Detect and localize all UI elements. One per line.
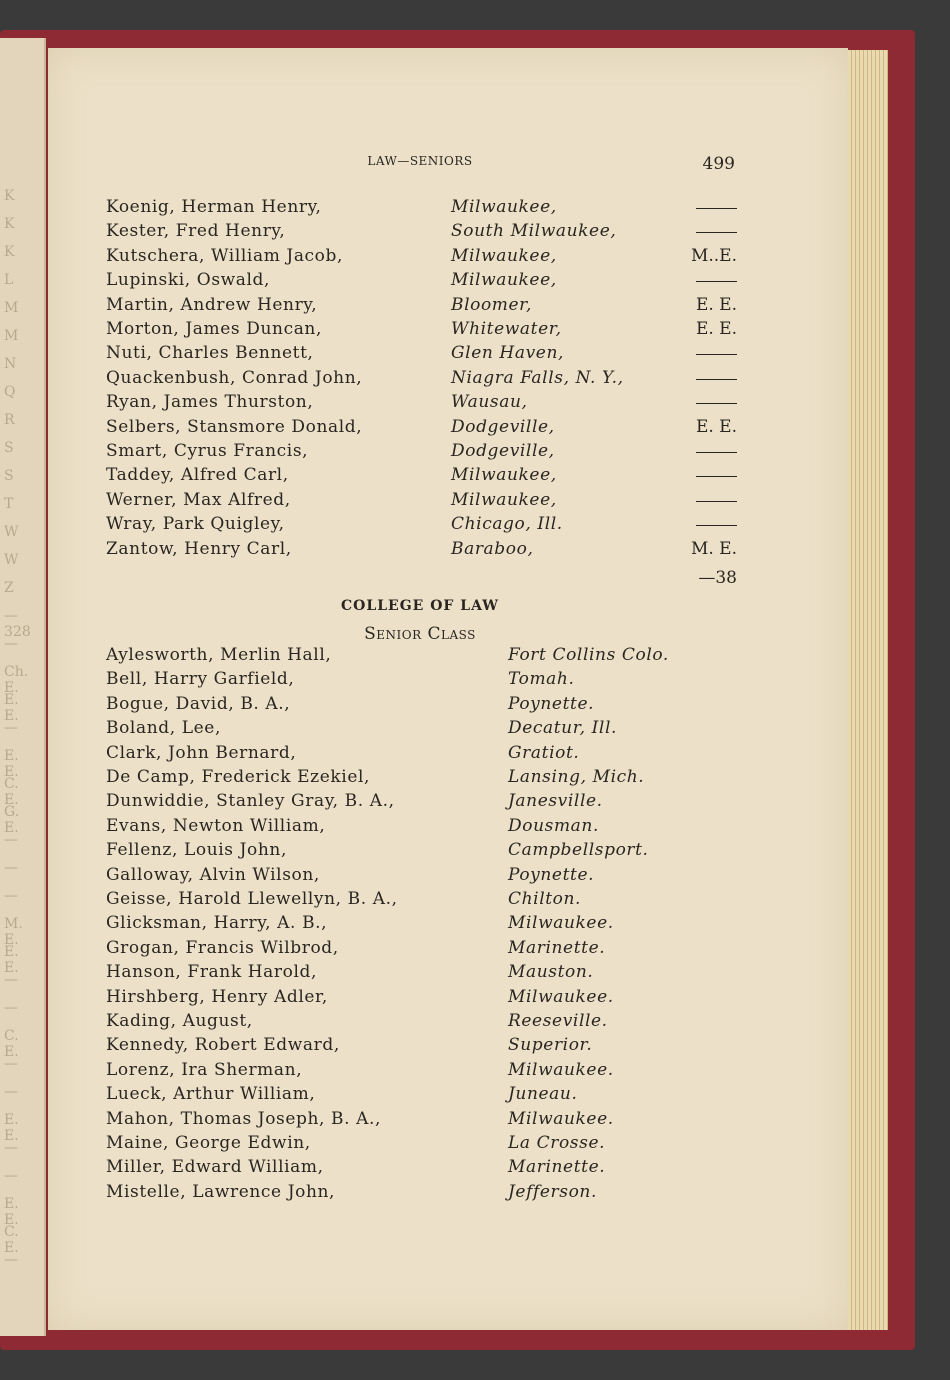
facing-page-fragment: —	[4, 720, 18, 736]
student-name: Quackenbush, Conrad John,	[106, 367, 363, 388]
list-item	[0, 441, 950, 465]
course-dash	[696, 525, 737, 526]
facing-page-fragment: Ch. E.	[4, 664, 29, 696]
hometown: Tomah.	[508, 669, 575, 690]
student-name: Evans, Newton William,	[106, 815, 326, 836]
student-name: Maine, George Edwin,	[106, 1133, 311, 1153]
hometown: Marinette.	[508, 937, 606, 958]
student-name: Koenig, Herman Henry,	[106, 197, 322, 217]
student-name: Martin, Andrew Henry,	[106, 294, 318, 315]
hometown: Glen Haven,	[451, 343, 565, 364]
facing-page-fragment: L	[4, 272, 14, 288]
student-name: Lupinski, Oswald,	[106, 270, 271, 291]
student-name: Taddey, Alfred Carl,	[106, 465, 289, 486]
running-head: LAW—SENIORS	[367, 154, 473, 168]
course-dash	[696, 379, 737, 380]
facing-page-fragment: —	[4, 1056, 18, 1072]
hometown: Marinette.	[508, 1157, 606, 1178]
list-item	[0, 1035, 950, 1059]
student-name: Kutschera, William Jacob,	[106, 245, 344, 266]
course-dash	[696, 281, 737, 282]
list-item	[0, 465, 950, 489]
hometown: La Crosse.	[508, 1133, 606, 1153]
hometown: Dodgeville,	[451, 441, 555, 461]
list-item	[0, 392, 950, 416]
hometown: Superior.	[508, 1035, 593, 1056]
list-item	[0, 816, 950, 840]
seniors-total: —38	[698, 568, 737, 588]
student-name: Bogue, David, B. A.,	[106, 693, 291, 714]
list-item	[0, 246, 950, 270]
list-item	[0, 417, 950, 441]
hometown: Fort Collins Colo.	[508, 645, 669, 665]
student-name: Morton, James Duncan,	[106, 319, 322, 339]
facing-page-fragment: —	[4, 1168, 18, 1184]
facing-page-fragment: C. E.	[4, 776, 19, 808]
student-name: Kading, August,	[106, 1011, 253, 1031]
hometown: Dousman.	[508, 815, 599, 836]
hometown: Bloomer,	[451, 294, 533, 315]
hometown: Gratiot.	[508, 742, 580, 763]
student-name: Grogan, Francis Wilbrod,	[106, 937, 339, 958]
facing-page-fragment: T	[4, 496, 14, 512]
facing-page-fragment: E. E.	[4, 748, 19, 780]
hometown: Milwaukee,	[451, 270, 557, 291]
hometown: Jefferson.	[508, 1181, 597, 1202]
subsection-title: Senior Class	[364, 624, 476, 644]
student-name: Geisse, Harold Llewellyn, B. A.,	[106, 889, 398, 909]
course-abbreviation: E. E.	[695, 416, 737, 437]
facing-page-fragment: —328	[4, 608, 31, 640]
course-abbreviation: M..E.	[690, 245, 737, 266]
facing-page-fragment: —	[4, 888, 18, 904]
list-item	[0, 865, 950, 889]
student-name: Lueck, Arthur William,	[106, 1084, 316, 1105]
hometown: Chilton.	[508, 889, 582, 909]
list-item	[0, 938, 950, 962]
hometown: Milwaukee,	[451, 465, 557, 486]
student-name: Hirshberg, Henry Adler,	[106, 986, 328, 1007]
course-dash	[696, 501, 737, 502]
facing-page-fragment: —	[4, 1000, 18, 1016]
list-item	[0, 1133, 950, 1157]
hometown: Milwaukee.	[508, 1059, 614, 1080]
facing-page-fragment: N	[4, 356, 17, 372]
hometown: Milwaukee,	[451, 197, 557, 217]
course-dash	[696, 452, 737, 453]
facing-page-fragment: K	[4, 216, 15, 232]
facing-page-fragment: —	[4, 1252, 18, 1268]
hometown: Chicago, Ill.	[451, 514, 563, 535]
facing-page-fragment: S	[4, 440, 14, 456]
facing-page-fragment: M	[4, 300, 19, 316]
facing-page-fragment: —	[4, 832, 18, 848]
list-item	[0, 1182, 950, 1206]
facing-page-fragment: —	[4, 1084, 18, 1100]
list-item	[0, 889, 950, 913]
hometown: Milwaukee.	[508, 913, 614, 934]
student-name: Dunwiddie, Stanley Gray, B. A.,	[106, 791, 395, 812]
hometown: Decatur, Ill.	[508, 718, 617, 739]
list-item	[0, 539, 950, 563]
student-name: Hanson, Frank Harold,	[106, 962, 317, 983]
facing-page-fragment: W	[4, 524, 19, 540]
student-name: Galloway, Alvin Wilson,	[106, 864, 320, 885]
facing-page-fragment: E. E.	[4, 944, 19, 976]
student-name: Mistelle, Lawrence John,	[106, 1181, 336, 1202]
facing-page-fragment: Q	[4, 384, 16, 400]
student-name: Boland, Lee,	[106, 718, 221, 739]
student-name: Kester, Fred Henry,	[106, 221, 286, 242]
facing-page-fragment: E. E.	[4, 1112, 19, 1144]
list-item	[0, 1157, 950, 1181]
course-dash	[696, 476, 737, 477]
hometown: Poynette.	[508, 693, 595, 714]
course-dash	[696, 208, 737, 209]
hometown: Milwaukee.	[508, 1108, 614, 1129]
student-name: Mahon, Thomas Joseph, B. A.,	[106, 1108, 382, 1129]
list-item	[0, 1084, 950, 1108]
list-item	[0, 1011, 950, 1035]
hometown: Janesville.	[508, 791, 603, 812]
hometown: Milwaukee,	[451, 489, 557, 510]
student-name: Wray, Park Quigley,	[106, 514, 285, 535]
list-item	[0, 270, 950, 294]
hometown: Whitewater,	[451, 319, 562, 339]
facing-page-fragment: —	[4, 972, 18, 988]
facing-page-fragment: —	[4, 636, 18, 652]
facing-page-fragment: —	[4, 1140, 18, 1156]
section-title: COLLEGE OF LAW	[341, 598, 499, 614]
student-name: Lorenz, Ira Sherman,	[106, 1059, 303, 1080]
student-name: Glicksman, Harry, A. B.,	[106, 913, 328, 934]
list-item	[0, 694, 950, 718]
student-name: Zantow, Henry Carl,	[106, 538, 292, 559]
facing-page-fragment: G. E.	[4, 804, 20, 836]
hometown: South Milwaukee,	[451, 221, 617, 242]
facing-page-fragment: M. E.	[4, 916, 23, 948]
hometown: Dodgeville,	[451, 416, 555, 437]
student-name: Kennedy, Robert Edward,	[106, 1035, 340, 1056]
hometown: Mauston.	[508, 962, 594, 983]
facing-page-fragment: E. E.	[4, 1196, 19, 1228]
hometown: Milwaukee.	[508, 986, 614, 1007]
list-item	[0, 987, 950, 1011]
list-item	[0, 368, 950, 392]
student-name: Nuti, Charles Bennett,	[106, 343, 314, 364]
facing-page-fragment: Z	[4, 580, 14, 596]
list-item	[0, 718, 950, 742]
facing-page-fragment: C. E.	[4, 1028, 19, 1060]
list-item	[0, 319, 950, 343]
course-dash	[696, 232, 737, 233]
student-name: Fellenz, Louis John,	[106, 840, 287, 861]
list-item	[0, 645, 950, 669]
facing-page-fragment: K	[4, 188, 15, 204]
list-item	[0, 514, 950, 538]
list-item	[0, 913, 950, 937]
list-item	[0, 490, 950, 514]
hometown: Lansing, Mich.	[508, 767, 645, 787]
student-name: Miller, Edward William,	[106, 1157, 324, 1178]
hometown: Wausau,	[451, 392, 528, 413]
list-item	[0, 221, 950, 245]
hometown: Baraboo,	[451, 538, 534, 559]
course-dash	[696, 354, 737, 355]
list-item	[0, 669, 950, 693]
hometown: Juneau.	[508, 1084, 578, 1105]
facing-page-fragment: W	[4, 552, 19, 568]
student-name: Selbers, Stansmore Donald,	[106, 416, 363, 437]
course-abbreviation: M. E.	[690, 538, 737, 559]
facing-page-fragment: R	[4, 412, 15, 428]
course-abbreviation: E. E.	[695, 319, 737, 339]
student-name: Clark, John Bernard,	[106, 742, 297, 763]
list-item	[0, 1109, 950, 1133]
list-item	[0, 1060, 950, 1084]
facing-page-fragment: M	[4, 328, 19, 344]
student-name: De Camp, Frederick Ezekiel,	[106, 767, 371, 787]
student-name: Werner, Max Alfred,	[106, 489, 291, 510]
list-item	[0, 962, 950, 986]
hometown: Milwaukee,	[451, 245, 557, 266]
student-name: Smart, Cyrus Francis,	[106, 441, 309, 461]
hometown: Poynette.	[508, 864, 595, 885]
list-item	[0, 197, 950, 221]
list-item	[0, 295, 950, 319]
list-item	[0, 840, 950, 864]
list-item	[0, 767, 950, 791]
hometown: Reeseville.	[508, 1011, 608, 1031]
facing-page-fragment: —	[4, 860, 18, 876]
student-name: Ryan, James Thurston,	[106, 392, 314, 413]
hometown: Niagra Falls, N. Y.,	[451, 367, 624, 388]
facing-page-fragment: K	[4, 244, 15, 260]
student-name: Bell, Harry Garfield,	[106, 669, 295, 690]
facing-page-fragment: C. E.	[4, 1224, 19, 1256]
course-abbreviation: E. E.	[695, 294, 737, 315]
student-name: Aylesworth, Merlin Hall,	[106, 645, 332, 665]
course-dash	[696, 403, 737, 404]
list-item	[0, 743, 950, 767]
list-item	[0, 791, 950, 815]
page-number: 499	[702, 154, 735, 174]
hometown: Campbellsport.	[508, 840, 649, 861]
list-item	[0, 343, 950, 367]
facing-page-fragment: S	[4, 468, 14, 484]
facing-page-fragment: E. E.	[4, 692, 19, 724]
